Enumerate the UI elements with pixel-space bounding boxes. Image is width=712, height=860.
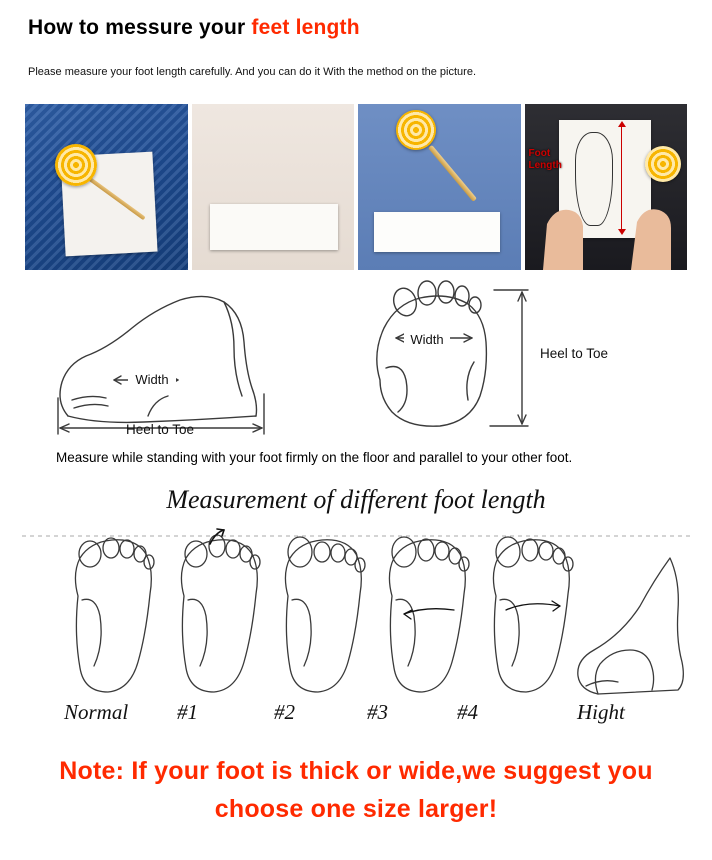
note-line-2: choose one size larger!	[214, 795, 498, 823]
photo-strip	[25, 104, 687, 270]
top-heel-to-toe-label: Heel to Toe	[540, 346, 609, 361]
photo-step-1	[25, 104, 188, 270]
top-width-label: Width	[410, 332, 444, 347]
side-heel-to-toe-label: Heel to Toe	[125, 422, 195, 437]
foot-types-illustrations	[22, 524, 690, 724]
standing-instruction: Measure while standing with your foot firmly on the floor and parallel to your other foot.	[56, 450, 573, 465]
page-subtitle: Please measure your foot length carefully. And you can do it With the method on the picture.	[28, 66, 476, 78]
foot-length-label-line1: Foot	[528, 148, 551, 159]
hands-illustration	[525, 104, 688, 270]
diagram-svg	[28, 276, 684, 446]
lollipop-icon	[55, 144, 97, 186]
photo-step-4	[525, 104, 688, 270]
photo-step-2	[192, 104, 355, 270]
foot-length-label-line2: Length	[528, 160, 562, 171]
foot-label-1: #1	[177, 700, 198, 724]
page-title	[28, 16, 360, 40]
foot-label-3: #3	[367, 700, 388, 724]
page-title-accent: feet length	[251, 16, 360, 39]
foot-label-4: #4	[457, 700, 478, 724]
foot-label-normal: Normal	[64, 700, 129, 724]
lollipop-icon	[396, 110, 436, 150]
foot-measure-diagrams	[28, 276, 684, 446]
photo-step-3	[358, 104, 521, 270]
page-title-prefix: How to messure your	[28, 16, 252, 39]
paper-sheet	[210, 204, 338, 250]
measurement-section-title: Measurement of different foot length	[166, 485, 546, 514]
side-width-label: Width	[135, 372, 169, 387]
size-warning-note	[0, 752, 712, 828]
foot-label-2: #2	[274, 700, 295, 724]
foot-types-svg	[22, 524, 690, 724]
foot-label-hight: Hight	[577, 700, 625, 724]
paper-sheet	[374, 212, 500, 252]
foot-type-labels	[22, 700, 690, 730]
note-line-1: Note: If your foot is thick or wide,we suggest you	[59, 757, 653, 785]
